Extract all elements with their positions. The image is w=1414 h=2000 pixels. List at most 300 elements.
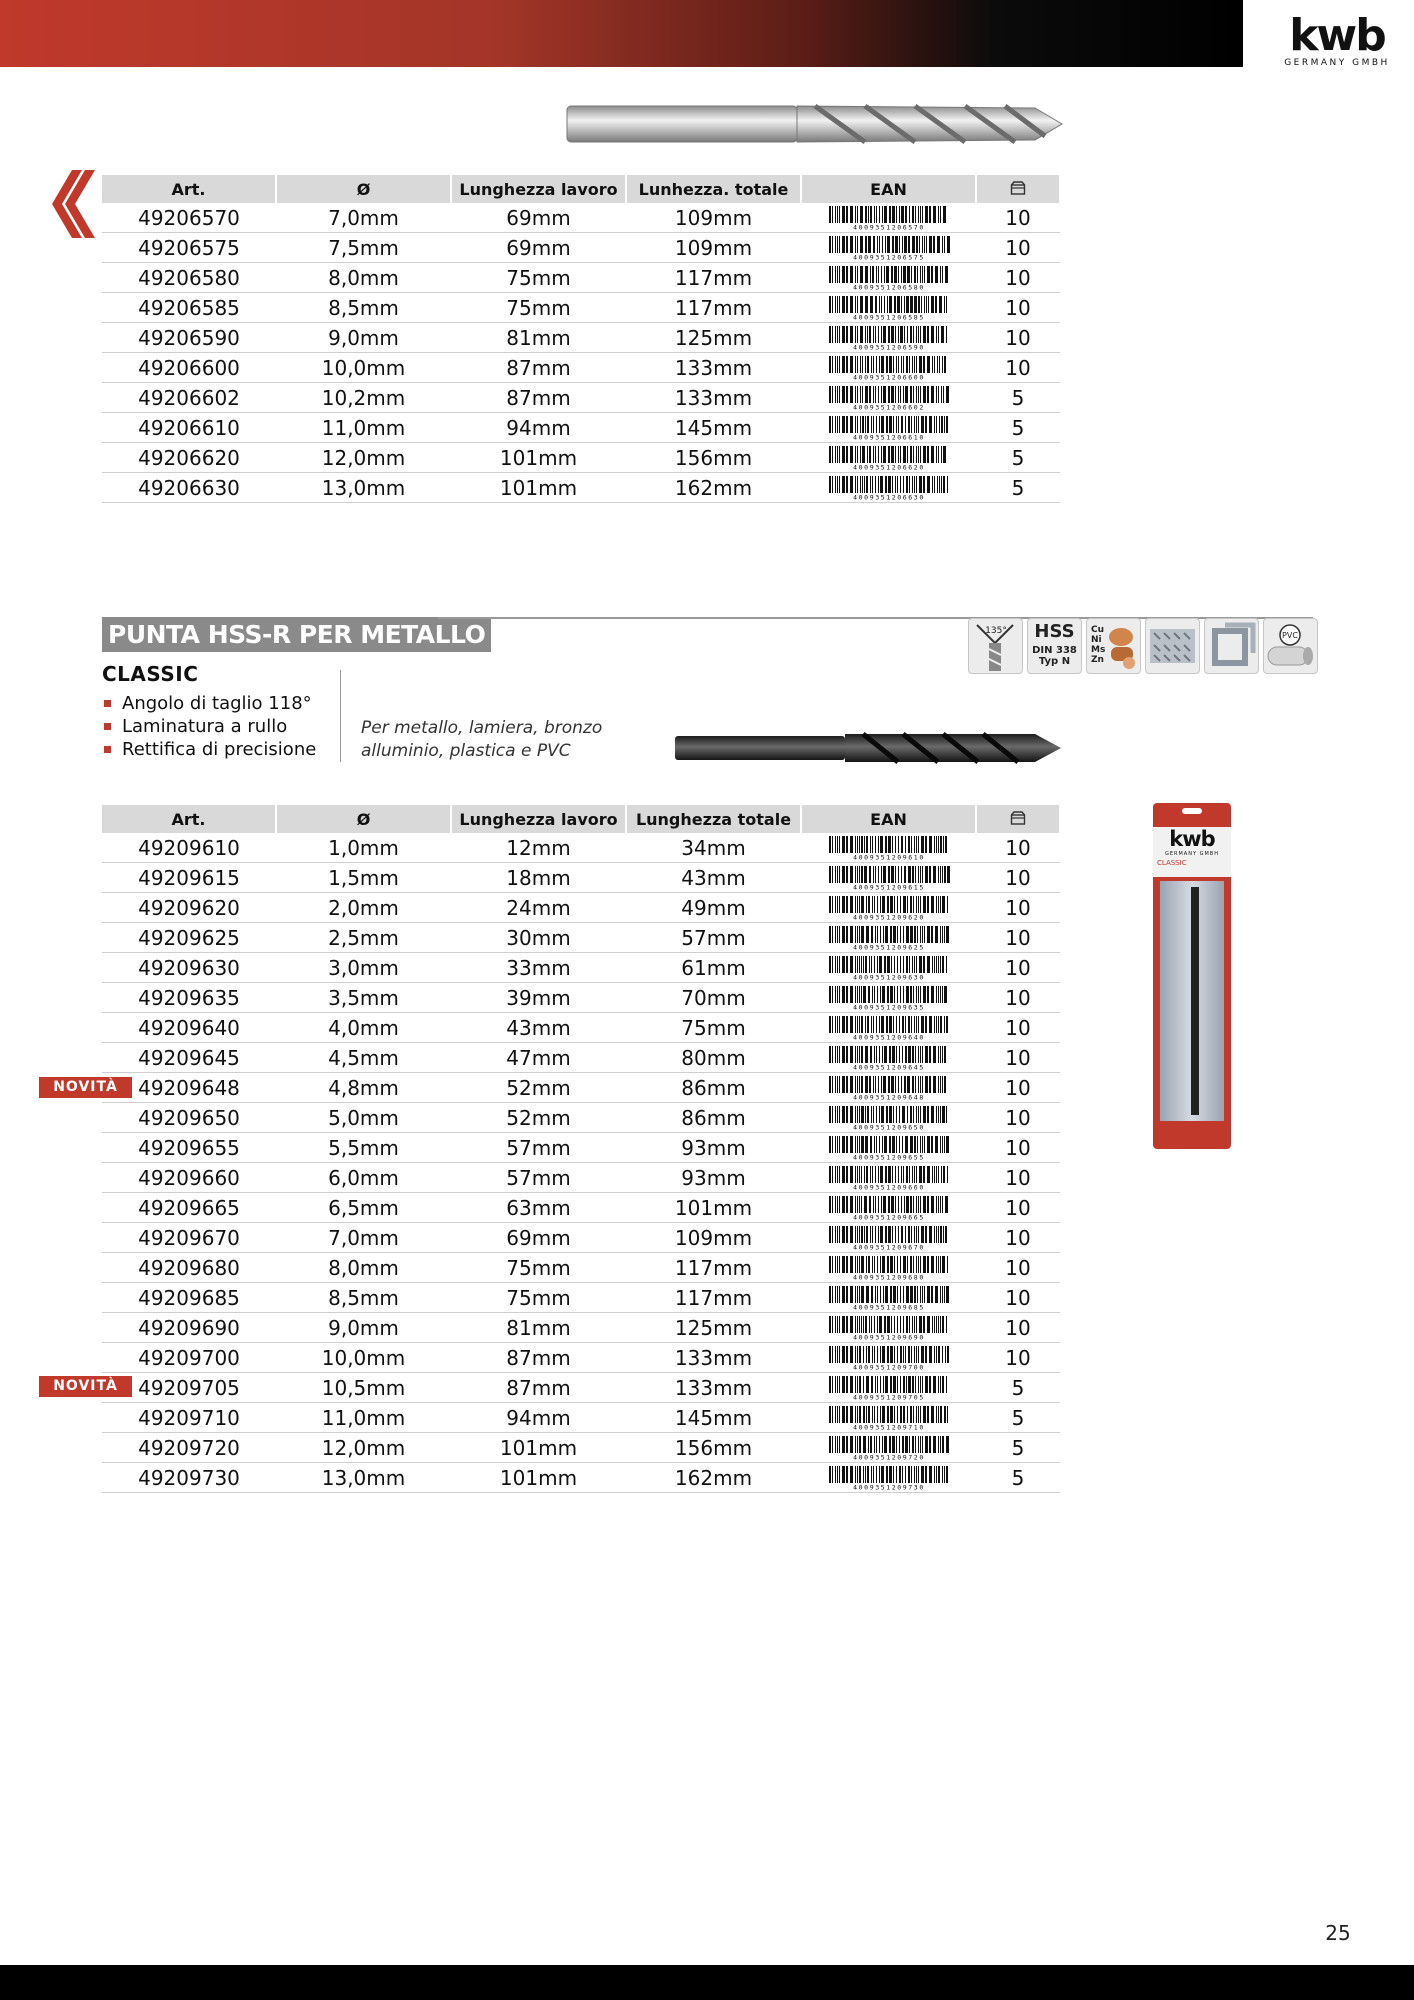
header-art: Art. (102, 175, 276, 203)
table-row (102, 1373, 1060, 1403)
art-number: 49206602 (102, 383, 276, 413)
total-length: 75mm (626, 1013, 801, 1043)
hss-din338-icon: HSS DIN 338 Typ N (1027, 618, 1082, 674)
barcode-icon (828, 1406, 950, 1430)
table-row (102, 263, 1060, 293)
working-length: 75mm (451, 1283, 626, 1313)
table-row (102, 1313, 1060, 1343)
new-badge: NOVITÀ (39, 1376, 132, 1397)
feature-item: Angolo di taglio 118° (102, 692, 316, 715)
art-number: 49206600 (102, 353, 276, 383)
total-length: 43mm (626, 863, 801, 893)
working-length: 87mm (451, 1343, 626, 1373)
art-number: 49209705 (102, 1373, 276, 1403)
pack-quantity: 5 (976, 383, 1060, 413)
pack-quantity: 10 (976, 1343, 1060, 1373)
barcode-icon (828, 416, 950, 440)
working-length: 87mm (451, 353, 626, 383)
working-length: 69mm (451, 203, 626, 233)
table-row (102, 1193, 1060, 1223)
svg-text:4009351209690: 4009351209690 (852, 1333, 925, 1341)
pack-quantity: 5 (976, 443, 1060, 473)
diameter: 2,5mm (276, 923, 451, 953)
logo-subtitle: GERMANY GMBH (1284, 58, 1390, 68)
pack-quantity: 5 (976, 413, 1060, 443)
table-row (102, 953, 1060, 983)
pack-quantity: 10 (976, 833, 1060, 863)
section-title: PUNTA HSS-R PER METALLO (102, 617, 491, 652)
pack-quantity: 10 (976, 233, 1060, 263)
svg-text:4009351209645: 4009351209645 (852, 1063, 925, 1071)
total-length: 156mm (626, 443, 801, 473)
sheet-metal-icon (1145, 618, 1200, 674)
diameter: 1,0mm (276, 833, 451, 863)
barcode-icon (828, 1076, 950, 1100)
art-number: 49209680 (102, 1253, 276, 1283)
svg-text:4009351209665: 4009351209665 (852, 1213, 925, 1221)
ean-barcode (801, 923, 976, 953)
total-length: 117mm (626, 293, 801, 323)
art-number: 49209615 (102, 863, 276, 893)
pack-quantity: 5 (976, 1403, 1060, 1433)
diameter: 6,5mm (276, 1193, 451, 1223)
material-description: Per metallo, lamiera, bronzo alluminio, plastica e PVC (361, 718, 603, 761)
diameter: 7,5mm (276, 233, 451, 263)
art-number: 49209645 (102, 1043, 276, 1073)
ean-barcode (801, 233, 976, 263)
barcode-icon (828, 476, 950, 500)
barcode-icon (828, 866, 950, 890)
ean-barcode (801, 323, 976, 353)
steel-profile-icon (1204, 618, 1259, 674)
diameter: 8,0mm (276, 263, 451, 293)
ean-barcode (801, 1013, 976, 1043)
total-length: 57mm (626, 923, 801, 953)
angle-135-icon (968, 618, 1023, 674)
svg-text:4009351209705: 4009351209705 (852, 1393, 925, 1401)
svg-text:4009351206600: 4009351206600 (852, 373, 925, 381)
barcode-icon (828, 266, 950, 290)
pack-quantity: 10 (976, 1223, 1060, 1253)
art-number: 49206575 (102, 233, 276, 263)
total-length: 133mm (626, 353, 801, 383)
svg-text:4009351206585: 4009351206585 (852, 313, 925, 321)
barcode-icon (828, 386, 950, 410)
double-chevron-left-icon (50, 170, 95, 238)
svg-text:4009351209615: 4009351209615 (852, 883, 925, 891)
svg-text:4009351209610: 4009351209610 (852, 853, 925, 861)
working-length: 101mm (451, 443, 626, 473)
table-row (102, 1043, 1060, 1073)
diameter: 11,0mm (276, 1403, 451, 1433)
bullet-icon (104, 723, 111, 730)
working-length: 57mm (451, 1133, 626, 1163)
page-number: 25 (1325, 1921, 1351, 1945)
table-row (102, 833, 1060, 863)
table-row (102, 353, 1060, 383)
working-length: 101mm (451, 1463, 626, 1493)
ean-barcode (801, 1193, 976, 1223)
table-row (102, 1433, 1060, 1463)
art-number: 49209670 (102, 1223, 276, 1253)
svg-text:4009351209648: 4009351209648 (852, 1093, 925, 1101)
table-row (102, 1403, 1060, 1433)
pack-quantity: 10 (976, 893, 1060, 923)
art-number: 49209640 (102, 1013, 276, 1043)
table-row (102, 443, 1060, 473)
pack-quantity: 10 (976, 953, 1060, 983)
header-diameter: Ø (276, 175, 451, 203)
table-row (102, 233, 1060, 263)
footer-bar (0, 1965, 1414, 2000)
vertical-separator (340, 670, 341, 762)
barcode-icon (828, 236, 950, 260)
art-number: 49206570 (102, 203, 276, 233)
table-row (102, 1253, 1060, 1283)
total-length: 61mm (626, 953, 801, 983)
total-length: 101mm (626, 1193, 801, 1223)
working-length: 43mm (451, 1013, 626, 1043)
table-row (102, 1163, 1060, 1193)
art-number: 49209635 (102, 983, 276, 1013)
svg-text:4009351209680: 4009351209680 (852, 1273, 925, 1281)
ean-barcode (801, 413, 976, 443)
diameter: 7,0mm (276, 203, 451, 233)
diameter: 10,5mm (276, 1373, 451, 1403)
working-length: 12mm (451, 833, 626, 863)
svg-text:4009351206590: 4009351206590 (852, 343, 925, 351)
working-length: 75mm (451, 1253, 626, 1283)
pack-quantity: 10 (976, 1103, 1060, 1133)
total-length: 133mm (626, 383, 801, 413)
total-length: 162mm (626, 1463, 801, 1493)
pack-quantity: 5 (976, 1433, 1060, 1463)
silver-drill-bit-image (565, 100, 1065, 148)
diameter: 13,0mm (276, 1463, 451, 1493)
table-row (102, 983, 1060, 1013)
total-length: 117mm (626, 263, 801, 293)
barcode-icon (828, 1466, 950, 1490)
ean-barcode (801, 353, 976, 383)
total-length: 49mm (626, 893, 801, 923)
svg-text:4009351209655: 4009351209655 (852, 1153, 925, 1161)
ean-barcode (801, 863, 976, 893)
art-number: 49206630 (102, 473, 276, 503)
svg-text:4009351209720: 4009351209720 (852, 1453, 925, 1461)
barcode-icon (828, 446, 950, 470)
hang-hole (1182, 808, 1202, 814)
barcode-icon (828, 956, 950, 980)
barcode-icon (828, 1346, 950, 1370)
diameter: 10,0mm (276, 353, 451, 383)
feature-list (102, 692, 316, 761)
svg-text:4009351206610: 4009351206610 (852, 433, 925, 441)
packaged-drill-bit (1191, 887, 1199, 1115)
diameter: 10,0mm (276, 1343, 451, 1373)
ean-barcode (801, 1043, 976, 1073)
barcode-icon (828, 986, 950, 1010)
ean-barcode (801, 1433, 976, 1463)
header-pack (976, 175, 1060, 203)
table-row (102, 383, 1060, 413)
barcode-icon (828, 1316, 950, 1340)
working-length: 75mm (451, 263, 626, 293)
barcode-icon (828, 1196, 950, 1220)
pack-quantity: 10 (976, 293, 1060, 323)
feature-item: Rettifica di precisione (102, 738, 316, 761)
diameter: 9,0mm (276, 323, 451, 353)
art-number: 49209625 (102, 923, 276, 953)
working-length: 69mm (451, 233, 626, 263)
diameter: 9,0mm (276, 1313, 451, 1343)
pack-quantity: 10 (976, 1163, 1060, 1193)
diameter: 11,0mm (276, 413, 451, 443)
total-length: 162mm (626, 473, 801, 503)
total-length: 109mm (626, 1223, 801, 1253)
barcode-icon (828, 1226, 950, 1250)
pack-quantity: 10 (976, 1133, 1060, 1163)
total-length: 109mm (626, 233, 801, 263)
pack-quantity: 5 (976, 473, 1060, 503)
ean-barcode (801, 1103, 976, 1133)
art-number: 49206585 (102, 293, 276, 323)
table-row (102, 1223, 1060, 1253)
logo-wordmark: kwb (1289, 10, 1385, 61)
table-row (102, 893, 1060, 923)
working-length: 39mm (451, 983, 626, 1013)
barcode-icon (828, 896, 950, 920)
total-length: 133mm (626, 1373, 801, 1403)
header-bar (0, 0, 1243, 67)
table-row (102, 1133, 1060, 1163)
pack-quantity: 10 (976, 1313, 1060, 1343)
working-length: 30mm (451, 923, 626, 953)
working-length: 52mm (451, 1073, 626, 1103)
table-row (102, 1283, 1060, 1313)
ean-barcode (801, 1373, 976, 1403)
ean-barcode (801, 443, 976, 473)
pack-icon (1010, 811, 1026, 825)
ean-barcode (801, 1403, 976, 1433)
working-length: 81mm (451, 323, 626, 353)
art-number: 49209730 (102, 1463, 276, 1493)
working-length: 94mm (451, 413, 626, 443)
table-row (102, 1103, 1060, 1133)
pack-quantity: 5 (976, 1373, 1060, 1403)
ean-barcode (801, 1343, 976, 1373)
table-row (102, 1343, 1060, 1373)
barcode-icon (828, 326, 950, 350)
bullet-icon (104, 746, 111, 753)
working-length: 101mm (451, 1433, 626, 1463)
pack-quantity: 10 (976, 323, 1060, 353)
barcode-icon (828, 1166, 950, 1190)
working-length: 52mm (451, 1103, 626, 1133)
total-length: 125mm (626, 323, 801, 353)
svg-text:4009351209685: 4009351209685 (852, 1303, 925, 1311)
svg-text:4009351209635: 4009351209635 (852, 1003, 925, 1011)
art-number: 49206610 (102, 413, 276, 443)
ean-barcode (801, 1253, 976, 1283)
diameter: 12,0mm (276, 443, 451, 473)
total-length: 34mm (626, 833, 801, 863)
ean-barcode (801, 1463, 976, 1493)
barcode-icon (828, 1106, 950, 1130)
working-length: 18mm (451, 863, 626, 893)
pack-quantity: 5 (976, 1463, 1060, 1493)
pack-quantity: 10 (976, 1043, 1060, 1073)
svg-text:4009351209640: 4009351209640 (852, 1033, 925, 1041)
working-length: 57mm (451, 1163, 626, 1193)
total-length: 93mm (626, 1133, 801, 1163)
diameter: 6,0mm (276, 1163, 451, 1193)
diameter: 4,0mm (276, 1013, 451, 1043)
black-drill-bit-image (673, 728, 1063, 768)
working-length: 69mm (451, 1223, 626, 1253)
header-working-length: Lunghezza lavoro (451, 805, 626, 833)
kwb-logo (1262, 10, 1412, 76)
art-number: 49209660 (102, 1163, 276, 1193)
ean-barcode (801, 953, 976, 983)
barcode-icon (828, 1016, 950, 1040)
pack-quantity: 10 (976, 1283, 1060, 1313)
total-length: 117mm (626, 1253, 801, 1283)
pack-quantity: 10 (976, 1193, 1060, 1223)
total-length: 86mm (626, 1073, 801, 1103)
art-number: 49209690 (102, 1313, 276, 1343)
ean-barcode (801, 833, 976, 863)
svg-text:4009351209730: 4009351209730 (852, 1483, 925, 1491)
working-length: 87mm (451, 1373, 626, 1403)
working-length: 75mm (451, 293, 626, 323)
total-length: 125mm (626, 1313, 801, 1343)
barcode-icon (828, 1376, 950, 1400)
svg-text:4009351209620: 4009351209620 (852, 913, 925, 921)
ean-barcode (801, 263, 976, 293)
svg-text:4009351206630: 4009351206630 (852, 493, 925, 501)
working-length: 81mm (451, 1313, 626, 1343)
svg-text:4009351209660: 4009351209660 (852, 1183, 925, 1191)
working-length: 87mm (451, 383, 626, 413)
working-length: 101mm (451, 473, 626, 503)
diameter: 13,0mm (276, 473, 451, 503)
ean-barcode (801, 1283, 976, 1313)
svg-text:4009351206575: 4009351206575 (852, 253, 925, 261)
pack-quantity: 10 (976, 1073, 1060, 1103)
working-length: 33mm (451, 953, 626, 983)
table-row (102, 203, 1060, 233)
diameter: 10,2mm (276, 383, 451, 413)
table-row (102, 923, 1060, 953)
art-number: 49206590 (102, 323, 276, 353)
svg-text:4009351209630: 4009351209630 (852, 973, 925, 981)
art-number: 49209665 (102, 1193, 276, 1223)
table-row (102, 1013, 1060, 1043)
table-row (102, 413, 1060, 443)
table-row (102, 1463, 1060, 1493)
pvc-pipe-icon (1263, 618, 1318, 674)
diameter: 5,5mm (276, 1133, 451, 1163)
ean-barcode (801, 983, 976, 1013)
barcode-icon (828, 1136, 950, 1160)
header-ean: EAN (801, 805, 976, 833)
package-logo: kwb GERMANY GMBH CLASSIC (1153, 827, 1231, 877)
art-number: 49209610 (102, 833, 276, 863)
barcode-icon (828, 1286, 950, 1310)
drill-table-2 (102, 805, 1061, 1493)
pack-quantity: 10 (976, 203, 1060, 233)
product-package-image (1153, 803, 1231, 1149)
svg-text:4009351206570: 4009351206570 (852, 223, 925, 231)
art-number: 49209700 (102, 1343, 276, 1373)
working-length: 94mm (451, 1403, 626, 1433)
header-total-length: Lunghezza totale (626, 805, 801, 833)
ean-barcode (801, 1223, 976, 1253)
diameter: 5,0mm (276, 1103, 451, 1133)
pack-quantity: 10 (976, 1013, 1060, 1043)
pack-quantity: 10 (976, 923, 1060, 953)
non-ferrous-metals-icon: Cu Ni Ms Zn (1086, 618, 1141, 674)
art-number: 49206580 (102, 263, 276, 293)
art-number: 49209720 (102, 1433, 276, 1463)
barcode-icon (828, 206, 950, 230)
table-row (102, 1073, 1060, 1103)
pvc-label: PVC (1282, 631, 1298, 640)
art-number: 49209685 (102, 1283, 276, 1313)
diameter: 3,0mm (276, 953, 451, 983)
ean-barcode (801, 473, 976, 503)
barcode-icon (828, 356, 950, 380)
ean-barcode (801, 1163, 976, 1193)
angle-label: 135° (985, 626, 1007, 636)
working-length: 63mm (451, 1193, 626, 1223)
table-header (102, 175, 1060, 203)
total-length: 80mm (626, 1043, 801, 1073)
total-length: 156mm (626, 1433, 801, 1463)
diameter: 7,0mm (276, 1223, 451, 1253)
svg-text:4009351206602: 4009351206602 (852, 403, 925, 411)
barcode-icon (828, 926, 950, 950)
total-length: 145mm (626, 1403, 801, 1433)
header-art: Art. (102, 805, 276, 833)
pack-quantity: 10 (976, 983, 1060, 1013)
table-row (102, 863, 1060, 893)
total-length: 109mm (626, 203, 801, 233)
barcode-icon (828, 1436, 950, 1460)
diameter: 12,0mm (276, 1433, 451, 1463)
header-ean: EAN (801, 175, 976, 203)
barcode-icon (828, 1256, 950, 1280)
total-length: 133mm (626, 1343, 801, 1373)
diameter: 8,5mm (276, 293, 451, 323)
svg-text:4009351209700: 4009351209700 (852, 1363, 925, 1371)
ean-barcode (801, 293, 976, 323)
total-length: 93mm (626, 1163, 801, 1193)
barcode-icon (828, 296, 950, 320)
diameter: 4,5mm (276, 1043, 451, 1073)
bullet-icon (104, 700, 111, 707)
working-length: 24mm (451, 893, 626, 923)
ean-barcode (801, 1133, 976, 1163)
header-diameter: Ø (276, 805, 451, 833)
table-header (102, 805, 1060, 833)
ean-barcode (801, 203, 976, 233)
diameter: 8,5mm (276, 1283, 451, 1313)
total-length: 86mm (626, 1103, 801, 1133)
table-row (102, 323, 1060, 353)
svg-text:4009351209670: 4009351209670 (852, 1243, 925, 1251)
ean-barcode (801, 383, 976, 413)
